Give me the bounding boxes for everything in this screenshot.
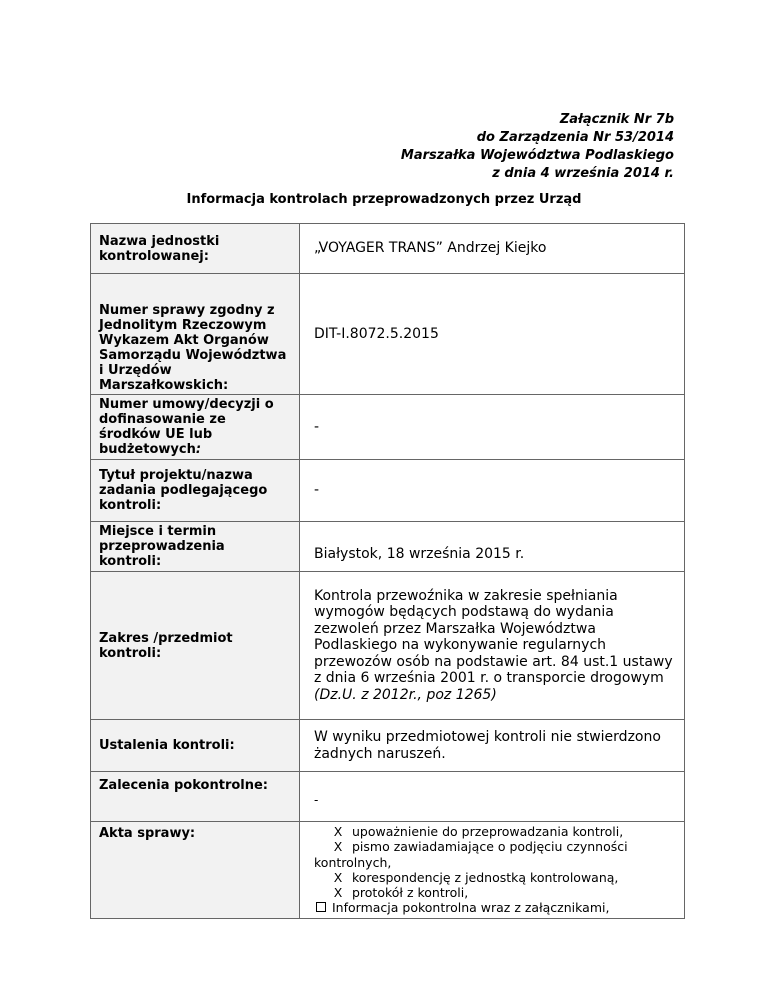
list-item bbox=[328, 870, 680, 885]
list-item bbox=[328, 839, 680, 854]
label-zakres: Zakres /przedmiot kontroli: bbox=[91, 572, 300, 720]
checkbox-mark: X bbox=[333, 869, 343, 885]
table-row bbox=[91, 772, 685, 822]
label-akta: Akta sprawy: bbox=[91, 822, 300, 919]
label-miejsce: Miejsce i termin przeprowadzenia kontroli: bbox=[91, 522, 300, 572]
list-item-text: protokół z kontroli, bbox=[351, 885, 469, 901]
value-nazwa: „VOYAGER TRANS” Andrzej Kiejko bbox=[300, 224, 685, 274]
value-zakres-main: Kontrola przewoźnika w zakresie spełniania wymogów będących podstawą do wydania zezwoleń przez Marszałka Województwa Podlaskiego na wykonywanie regularnych przewozów osób na podstawie art. 84 ust.1 ustawy bbox=[314, 587, 673, 670]
inspection-table bbox=[90, 223, 685, 919]
label-nazwa: Nazwa jednostki kontrolowanej: bbox=[91, 224, 300, 274]
table-row bbox=[91, 274, 685, 395]
checkbox-mark: X bbox=[333, 824, 343, 839]
label-numer-umowy bbox=[91, 395, 300, 460]
attachment-header bbox=[401, 111, 674, 183]
case-files-list bbox=[312, 824, 680, 916]
value-miejsce: Białystok, 18 września 2015 r. bbox=[300, 522, 685, 572]
list-item-text: kontrolnych, bbox=[314, 854, 392, 870]
list-item bbox=[316, 900, 680, 915]
table-row bbox=[91, 522, 685, 572]
table-row bbox=[91, 460, 685, 522]
label-numer-umowy-colon: : bbox=[195, 442, 202, 457]
value-zakres-main-2: z dnia 6 września 2001 r. o transporcie drogowym bbox=[314, 670, 664, 687]
list-item-text: korespondencję z jednostką kontrolowaną, bbox=[351, 869, 619, 885]
label-tytul: Tytuł projektu/nazwa zadania podlegającego kontroli: bbox=[91, 460, 300, 522]
label-numer-sprawy: Numer sprawy zgodny z Jednolitym Rzeczowym Wykazem Akt Organów Samorządu Województwa i Urzędów Marszałkowskich: bbox=[91, 274, 300, 395]
label-ustalenia: Ustalenia kontroli: bbox=[91, 720, 300, 772]
document-title: Informacja kontrolach przeprowadzonych przez Urząd bbox=[186, 192, 582, 207]
checkbox-mark: X bbox=[333, 839, 343, 855]
value-akta bbox=[300, 822, 685, 919]
list-item bbox=[328, 824, 680, 839]
value-numer-umowy: - bbox=[300, 395, 685, 460]
list-item-text: Informacja pokontrolna wraz z załącznikami, bbox=[332, 900, 610, 916]
list-item-text: pismo zawiadamiające o podjęciu czynności bbox=[351, 839, 628, 855]
checkbox-mark: X bbox=[333, 885, 343, 901]
table-row bbox=[91, 224, 685, 274]
label-numer-umowy-text: Numer umowy/decyzji o dofinasowanie ze środków UE lub budżetowych bbox=[99, 397, 274, 457]
value-zakres bbox=[300, 572, 685, 720]
table-row bbox=[91, 395, 685, 460]
header-line-3: Marszałka Województwa Podlaskiego bbox=[400, 148, 674, 163]
value-zalecenia: - bbox=[300, 772, 685, 822]
header-line-1: Załącznik Nr 7b bbox=[559, 112, 674, 127]
label-zalecenia: Zalecenia pokontrolne: bbox=[91, 772, 300, 822]
table-row bbox=[91, 720, 685, 772]
value-tytul: - bbox=[300, 460, 685, 522]
value-zakres-ref: (Dz.U. z 2012r., poz 1265) bbox=[314, 686, 497, 703]
header-line-2: do Zarządzenia Nr 53/2014 bbox=[476, 130, 674, 145]
list-item bbox=[314, 855, 680, 870]
table-row bbox=[91, 822, 685, 919]
empty-checkbox-icon bbox=[316, 902, 326, 912]
list-item-text: upoważnienie do przeprowadzania kontroli, bbox=[351, 824, 624, 839]
table-row bbox=[91, 572, 685, 720]
header-line-4: z dnia 4 września 2014 r. bbox=[492, 166, 674, 181]
list-item bbox=[328, 885, 680, 900]
value-ustalenia: W wyniku przedmiotowej kontroli nie stwierdzono żadnych naruszeń. bbox=[300, 720, 685, 772]
value-numer-sprawy: DIT-I.8072.5.2015 bbox=[300, 274, 685, 395]
